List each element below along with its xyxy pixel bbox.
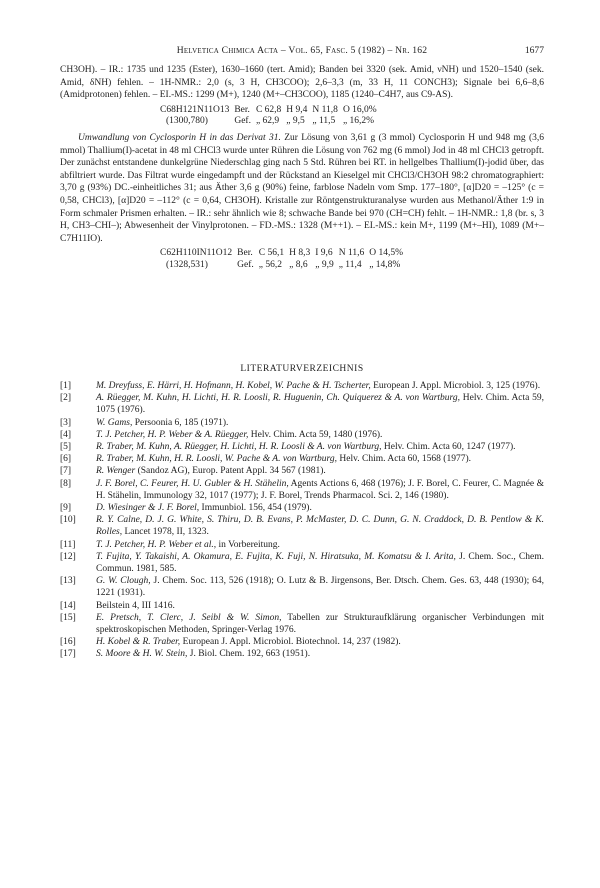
reference-item — [60, 551, 544, 575]
reference-item — [60, 514, 544, 538]
reference-source: J. Chem. Soc., Chem. Commun. 1981, 585. — [96, 551, 545, 575]
reference-source: Agents Actions 6, 468 (1976); J. F. Borel, C. Feurer, C. Magnée & H. Stähelin, Immunology 32, 1017 (1977); J. F. Borel, Trends Pharmacol. Sci. 2, 146 (1980). — [96, 478, 544, 501]
reference-number: [6] — [60, 454, 72, 465]
calc-value: N 11,6 — [338, 248, 365, 259]
procedure-text: Zur Lösung von 3,61 g (3 mmol) Cyclosporin H und 948 mg (3,6 mmol) Thallium(I)-acetat in 48 ml CHCl3 wurde unter Rühren die Lösung von 762 mg (6 mmol) Jod in 48 ml CHCl3 getropft. Der zunächst entstandene dunkelgrüne Niederschlag ging nach 5 Std. Rühren bei RT. in hellgelbes Thallium(I)-jodid über, das abfiltriert wurde. Das Filtrat wurde eingedampft und der Rückstand an Kieselgel mit CHCl3/CH3OH 98:2 chromatographiert: 3,70 g (93%) DC.-einheitliches 31; aus Äther 3,6 g (90%) feine, farblose Nadeln vom Smp. 177–180°, [α]D20 = –125° (c = 0,58, CHCl3), [α]D20 = –112° (c = 0,64, CH3OH). Kristalle zur Röntgenstrukturanalyse wurden aus Methanol/Äther 1:9 in Form schmaler Prismen erhalten. – IR.: sehr ähnlich wie 8; schwache Bande bei 970 (CH=CH) fehlt. – 1H-NMR.: 1,8 (br. s, 3 H, CH3–CHI–); Abwesenheit der Vinylprotonen. – FD.-MS.: 1328 (M++1). – EI.-MS.: kein M+, 1199 (M+–HI), 1089 (M+–C7H11IO). — [60, 132, 544, 244]
reference-number: [4] — [60, 429, 72, 440]
reference-authors: W. Gams, — [96, 417, 133, 428]
reference-source: Persoonia 6, 185 (1971). — [132, 417, 229, 428]
elemental-analysis-1 — [160, 105, 382, 128]
reference-authors: S. Moore & H. W. Stein, — [96, 649, 188, 660]
reference-authors: J. F. Borel, C. Feurer, H. U. Gubler & H. Stähelin, — [96, 478, 289, 489]
reference-item — [60, 380, 544, 392]
reference-item — [60, 600, 544, 612]
reference-number: [1] — [60, 381, 72, 391]
reference-item — [60, 441, 544, 453]
found-value: „ 16,2% — [342, 116, 375, 127]
found-value: „ 8,6 — [289, 259, 308, 270]
reference-item — [60, 612, 544, 636]
calc-value: I 9,6 — [315, 248, 333, 259]
reference-number: [2] — [60, 393, 72, 404]
reference-item — [60, 478, 544, 502]
reference-source: Beilstein 4, III 1416. — [96, 600, 175, 611]
reference-number: [12] — [60, 551, 76, 562]
reference-number: [16] — [60, 637, 76, 648]
calc-value: O 16,0% — [342, 104, 377, 115]
reference-source: Helv. Chim. Acta 59, 1075 (1976). — [96, 393, 544, 416]
reference-source: European J. Appl. Microbiol. 3, 125 (1976). — [370, 381, 541, 391]
reference-source: European J. Appl. Microbiol. Biotechnol. 14, 237 (1982). — [180, 637, 401, 648]
reference-number: [3] — [60, 417, 72, 428]
found-value: „ 14,8% — [369, 259, 401, 270]
reference-number: [17] — [60, 649, 76, 660]
reference-authors: D. Wiesinger & J. F. Borel, — [96, 503, 200, 514]
running-header — [60, 45, 544, 59]
molecular-formula: C62H110IN11O12 — [160, 248, 233, 259]
paragraph-ir-nmr-ms: CH3OH). – IR.: 1735 und 1235 (Ester), 1630–1660 (tert. Amid); Banden bei 3320 (sek. Amid, νNH) und 1520–1540 (sek. Amid, δNH) fehlen. – 1H-NMR.: 2,0 (s, 3 H, CH3COO); 2,6–3,3 (m, 33 H, 11 CONCH3); Signale bei 6,6–8,6 (Amidprotonen) fehlen. – EI.-MS.: 1299 (M+), 1240 (M+–CH3COO), 1185 (1240–C4H7, aus C9-AS). — [60, 65, 544, 101]
calc-value: C 62,8 — [255, 104, 282, 115]
page-number: 1677 — [524, 45, 544, 56]
reference-authors: H. Kobel & R. Traber, — [96, 637, 181, 648]
reference-authors: M. Dreyfuss, E. Härri, H. Hofmann, H. Kobel, W. Pache & H. Tscherter, — [96, 381, 371, 391]
reference-item — [60, 502, 544, 514]
experimental-section — [60, 64, 544, 276]
reference-source: Immunbiol. 156, 454 (1979). — [199, 503, 312, 514]
reference-source: J. Chem. Soc. 113, 526 (1918); O. Lutz & B. Jirgensons, Ber. Dtsch. Chem. Ges. 63, 448 (1930); 64, 1221 (1931). — [96, 576, 544, 599]
reference-authors: T. Fujita, Y. Takaishi, A. Okamura, E. Fujita, K. Fuji, N. Hiratsuka, M. Komatsu & I. Arita, — [96, 551, 456, 562]
calc-value: H 9,4 — [286, 104, 308, 115]
calc-value: H 8,3 — [289, 248, 311, 259]
reference-authors: T. J. Petcher, H. P. Weber & A. Rüegger, — [96, 429, 249, 440]
reference-source: Helv. Chim. Acta 60, 1568 (1977). — [337, 454, 471, 465]
elemental-analysis-2 — [160, 248, 408, 271]
reference-item — [60, 429, 544, 441]
analysis-calc-row — [160, 248, 408, 260]
reference-source: J. Biol. Chem. 192, 663 (1951). — [187, 649, 311, 660]
reference-number: [15] — [60, 612, 76, 623]
calc-value: N 11,8 — [312, 104, 338, 115]
reference-item — [60, 392, 544, 416]
calc-value: C 56,1 — [258, 248, 285, 259]
found-label: Gef. — [234, 116, 251, 127]
reference-number: [11] — [60, 539, 76, 550]
found-value: „ 56,2 — [258, 259, 282, 270]
reference-authors: R. Traber, M. Kuhn, H. R. Loosli, W. Pache & A. von Wartburg, — [96, 454, 338, 465]
journal-title: Helvetica Chimica Acta – Vol. 65, Fasc. 5 (1982) – Nr. 162 — [176, 45, 428, 56]
reference-authors: R. Y. Calne, D. J. G. White, S. Thiru, D. B. Evans, P. McMaster, D. C. Dunn, G. N. Craddock, D. B. Pentlow & K. Rolles, — [96, 515, 544, 538]
procedure-title: Umwandlung von Cyclosporin H in das Derivat 31. — [78, 132, 281, 143]
reference-source: (Sandoz AG), Europ. Patent Appl. 34 567 (1981). — [135, 466, 326, 477]
found-value: „ 11,4 — [338, 259, 362, 270]
reference-authors: R. Wenger — [96, 466, 136, 477]
reference-item — [60, 417, 544, 429]
reference-source: Helv. Chim. Acta 59, 1480 (1976). — [248, 429, 383, 440]
reference-number: [7] — [60, 466, 72, 477]
molecular-mass: (1328,531) — [166, 259, 208, 270]
found-value: „ 9,9 — [315, 259, 334, 270]
reference-number: [10] — [60, 515, 76, 526]
reference-item — [60, 539, 544, 551]
reference-item — [60, 575, 544, 599]
reference-number: [14] — [60, 600, 76, 611]
reference-number: [8] — [60, 478, 72, 489]
reference-authors: G. W. Clough, — [96, 576, 151, 587]
found-label: Gef. — [237, 259, 254, 270]
reference-source: in Vorbereitung. — [216, 539, 280, 550]
reference-item — [60, 453, 544, 465]
analysis-found-row — [160, 260, 408, 272]
reference-authors: R. Traber, M. Kuhn, A. Rüegger, H. Lichti, H. R. Loosli & A. von Wartburg, — [96, 442, 382, 453]
reference-authors: A. Rüegger, M. Kuhn, H. Lichti, H. R. Loosli, R. Huguenin, Ch. Quiquerez & A. von Wartburg, — [96, 393, 461, 404]
found-value: „ 9,5 — [286, 116, 305, 127]
reference-authors: T. J. Petcher, H. P. Weber et al., — [96, 539, 217, 550]
molecular-formula: C68H121N11O13 — [160, 104, 230, 115]
reference-source: Lancet 1978, II, 1323. — [122, 527, 209, 538]
reference-number: [9] — [60, 503, 72, 514]
reference-number: [5] — [60, 442, 72, 453]
molecular-mass: (1300,780) — [166, 116, 208, 127]
reference-authors: E. Pretsch, T. Clerc, J. Seibl & W. Simon, — [96, 612, 282, 623]
analysis-found-row — [160, 116, 382, 128]
calc-label: Ber. — [237, 248, 253, 259]
reference-source: Helv. Chim. Acta 60, 1247 (1977). — [381, 442, 516, 453]
reference-list — [60, 380, 544, 661]
analysis-calc-row — [160, 105, 382, 117]
reference-number: [13] — [60, 576, 76, 587]
reference-source: Tabellen zur Strukturaufklärung organischer Verbindungen mit spektroskopischen Methoden, Springer-Verlag 1976. — [96, 612, 544, 636]
found-value: „ 62,9 — [255, 116, 280, 127]
reference-item — [60, 636, 544, 648]
calc-label: Ber. — [234, 104, 250, 115]
paragraph-conversion — [60, 132, 544, 245]
references-heading: LITERATURVERZEICHNIS — [240, 364, 364, 374]
found-value: „ 11,5 — [312, 116, 336, 127]
calc-value: O 14,5% — [369, 248, 403, 259]
reference-item — [60, 648, 544, 660]
reference-item — [60, 465, 544, 477]
